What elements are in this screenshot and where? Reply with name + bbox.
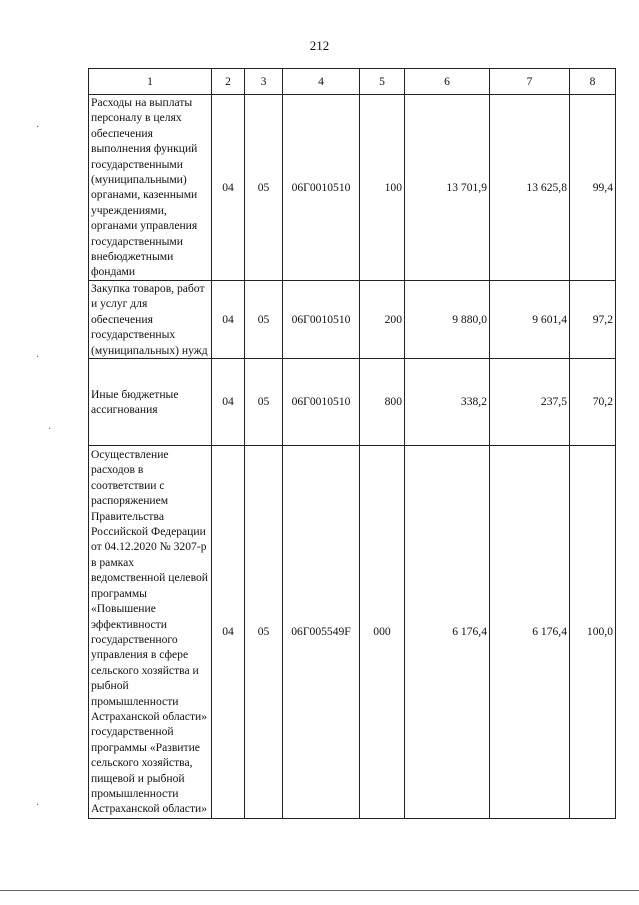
- subsection-code: 05: [245, 445, 283, 818]
- scan-speck: ·: [36, 352, 40, 363]
- execution-percent: 100,0: [570, 445, 616, 818]
- planned-amount: 338,2: [405, 358, 490, 445]
- section-code: 04: [212, 280, 245, 358]
- planned-amount: 13 701,9: [405, 95, 490, 281]
- subsection-code: 05: [245, 280, 283, 358]
- table-row: [89, 280, 616, 358]
- scan-speck: ·: [36, 122, 40, 133]
- expense-type-code: 000: [360, 445, 405, 818]
- col-header-2: 2: [212, 69, 245, 95]
- scan-speck: ·: [48, 424, 52, 435]
- col-header-4: 4: [283, 69, 360, 95]
- table-row: [89, 95, 616, 281]
- row-description: Закупка товаров, работ и услуг для обеспечения государственных (муниципальных) нужд: [89, 280, 212, 358]
- execution-percent: 70,2: [570, 358, 616, 445]
- subsection-code: 05: [245, 358, 283, 445]
- col-header-6: 6: [405, 69, 490, 95]
- executed-amount: 9 601,4: [490, 280, 570, 358]
- row-description: Осуществление расходов в соответствии с распоряжением Правительства Российской Федерации от 04.12.2020 № 3207-р в рамках ведомственной целевой программы «Повышение эффективности государственного управления в сфере сельского хозяйства и рыбной промышленности Астраханской области» государственной программы «Развитие сельского хозяйства, пищевой и рыбной промышленности Астраханской области»: [89, 445, 212, 818]
- execution-percent: 99,4: [570, 95, 616, 281]
- col-header-1: 1: [89, 69, 212, 95]
- execution-percent: 97,2: [570, 280, 616, 358]
- executed-amount: 6 176,4: [490, 445, 570, 818]
- expense-type-code: 100: [360, 95, 405, 281]
- target-article-code: 06Г0010510: [283, 280, 360, 358]
- planned-amount: 6 176,4: [405, 445, 490, 818]
- header-row: [89, 69, 616, 95]
- expense-type-code: 200: [360, 280, 405, 358]
- row-description: Иные бюджетные ассигнования: [89, 358, 212, 445]
- col-header-8: 8: [570, 69, 616, 95]
- col-header-7: 7: [490, 69, 570, 95]
- target-article-code: 06Г0010510: [283, 95, 360, 281]
- section-code: 04: [212, 445, 245, 818]
- col-header-3: 3: [245, 69, 283, 95]
- page-number: 212: [309, 38, 330, 53]
- target-article-code: 06Г005549F: [283, 445, 360, 818]
- scan-edge-line: [0, 890, 639, 891]
- subsection-code: 05: [245, 95, 283, 281]
- section-code: 04: [212, 95, 245, 281]
- table-row: [89, 358, 616, 445]
- row-description: Расходы на выплаты персоналу в целях обеспечения выполнения функций государственными (муниципальными) органами, казенными учреждениями, органами управления государственными внебюджетными фондами: [89, 95, 212, 281]
- executed-amount: 13 625,8: [490, 95, 570, 281]
- target-article-code: 06Г0010510: [283, 358, 360, 445]
- executed-amount: 237,5: [490, 358, 570, 445]
- planned-amount: 9 880,0: [405, 280, 490, 358]
- section-code: 04: [212, 358, 245, 445]
- col-header-5: 5: [360, 69, 405, 95]
- budget-table: [88, 68, 616, 819]
- table-row: [89, 445, 616, 818]
- scan-speck: ·: [36, 800, 40, 811]
- expense-type-code: 800: [360, 358, 405, 445]
